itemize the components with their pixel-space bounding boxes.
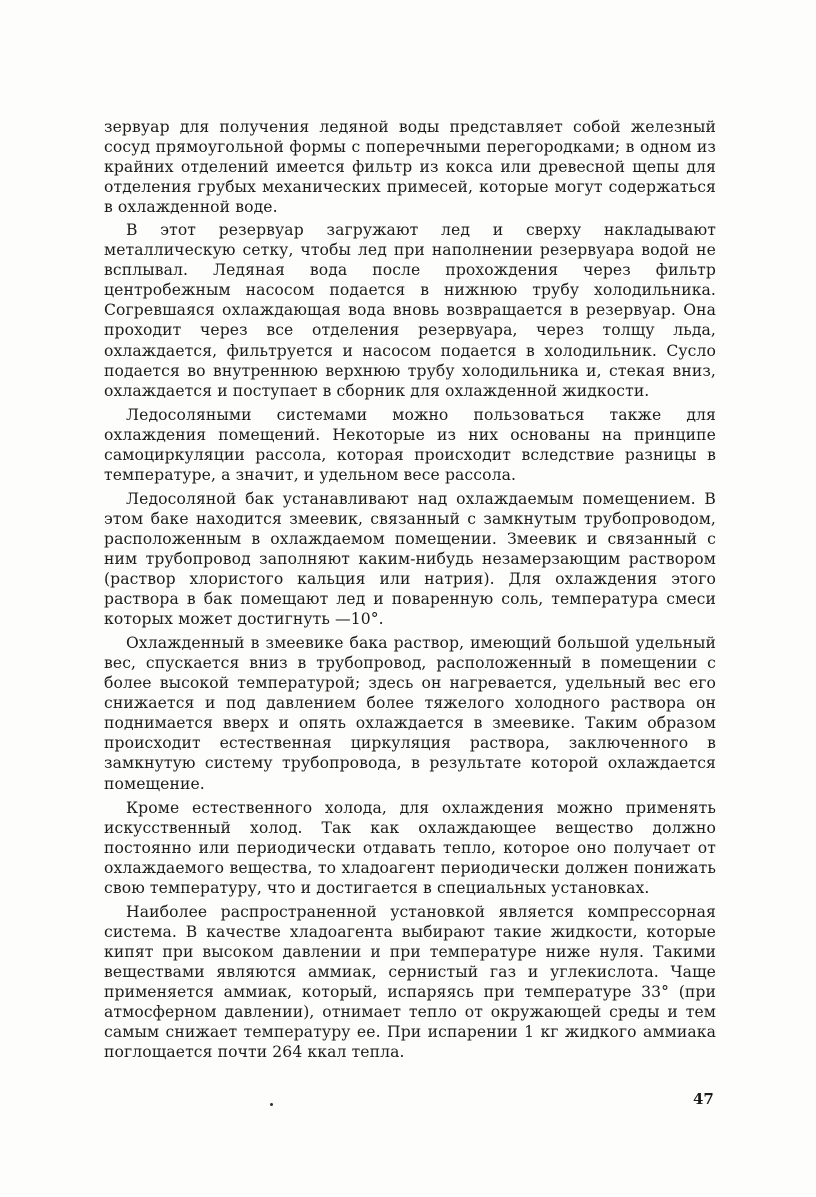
paragraph-7: Наиболее распространенной установкой является компрессорная система. В качестве хладоагента выбирают такие жидкости, которые кипят при высоком давлении и при температуре ниже нуля. Такими веществами являются аммиак, сернистый газ и углекислота. Чаще применяется аммиак, который, испаряясь при температуре 33° (при атмосферном давлении), отнимает тепло от окружающей среды и тем самым снижает температуру ее. При испарении 1 кг жидкого аммиака поглощается почти 264 ккал тепла.: [104, 902, 716, 1062]
paragraph-1: зервуар для получения ледяной воды представляет собой железный сосуд прямоугольной формы с поперечными перегородками; в одном из крайних отделений имеется фильтр из кокса или древесной щепы для отделения грубых механических примесей, которые могут содержаться в охлажденной воде.: [104, 118, 716, 217]
paragraph-3: Ледосоляными системами можно пользоваться также для охлаждения помещений. Некоторые из них основаны на принципе самоциркуляции рассола, которая происходит вследствие разницы в температуре, а значит, и удельном весе рассола.: [104, 405, 716, 484]
paragraph-2: В этот резервуар загружают лед и сверху накладывают металлическую сетку, чтобы лед при наполнении резервуара водой не всплывал. Ледяная вода после прохождения через фильтр центробежным насосом подается в нижнюю трубу холодильника. Согревшаяся охлаждающая вода вновь возвращается в резервуар. Она проходит через все отделения резервуара, через толщу льда, охлаждается, фильтруется и насосом подается в холодильник. Сусло подается во внутреннюю верхнюю трубу холодильника и, стекая вниз, охлаждается и поступает в сборник для охлажденной жидкости.: [104, 221, 716, 400]
body-text: [104, 117, 716, 1066]
print-speck: [270, 1103, 273, 1106]
page-number: 47: [693, 1090, 714, 1108]
paragraph-5: Охлажденный в змеевике бака раствор, имеющий большой удельный вес, спускается вниз в трубопровод, расположенный в помещении с более высокой температурой; здесь он нагревается, удельный вес его снижается и под давлением более тяжелого холодного раствора он поднимается вверх и опять охлаждается в змеевике. Таким образом происходит естественная циркуляция раствора, заключенного в замкнутую систему трубопровода, в результате которой охлаждается помещение.: [104, 634, 716, 793]
paragraph-6: Кроме естественного холода, для охлаждения можно применять искусственный холод. Так как охлаждающее вещество должно постоянно или периодически отдавать тепло, которое оно получает от охлаждаемого вещества, то хладоагент периодически должен понижать свою температуру, что и достигается в специальных установках.: [104, 798, 716, 897]
paragraph-4: Ледосоляной бак устанавливают над охлаждаемым помещением. В этом баке находится змеевик, связанный с замкнутым трубопроводом, расположенным в охлаждаемом помещении. Змеевик и связанный с ним трубопровод заполняют каким-нибудь незамерзающим раствором (раствор хлористого кальция или натрия). Для охлаждения этого раствора в бак помещают лед и поваренную соль, температура смеси которых может достигнуть —10°.: [104, 489, 716, 629]
